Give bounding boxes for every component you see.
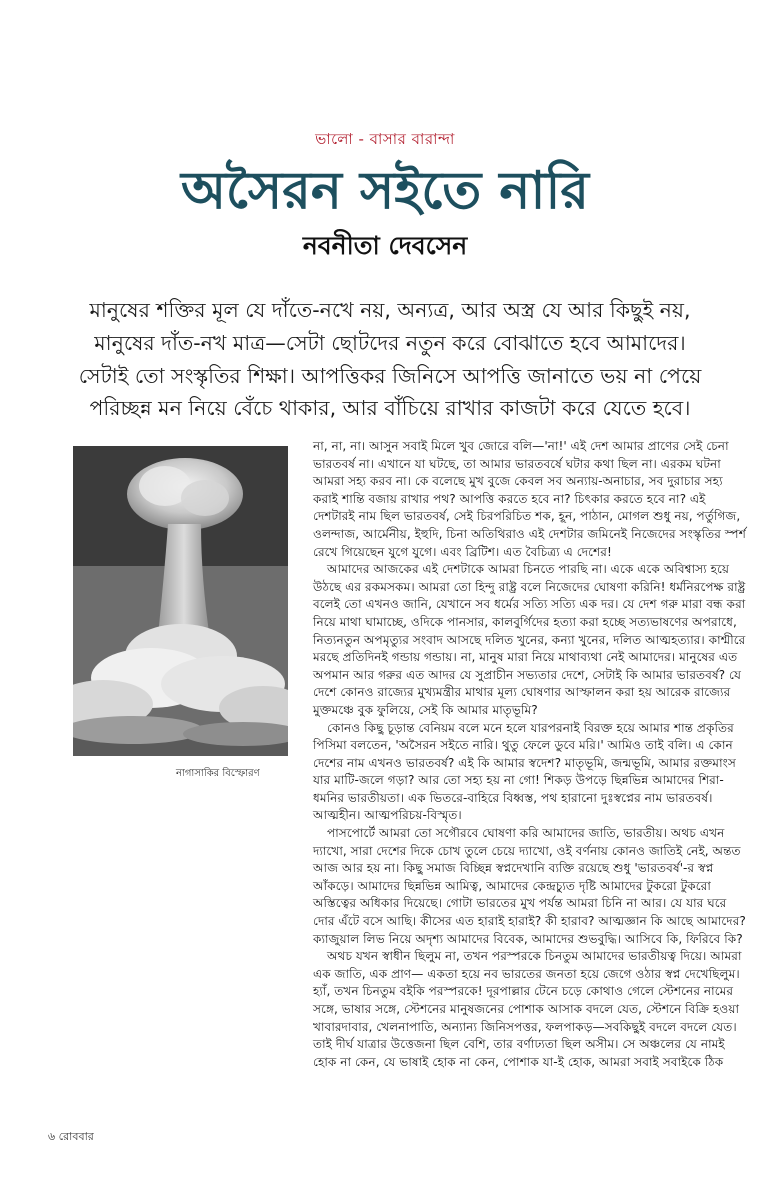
body-paragraph: কোনও কিছু চূড়ান্ত বেনিয়ম বলে মনে হলে যারপরনাই বিরক্ত হয়ে আমার শান্ত প্রকৃতির পিসিমা বলতেন, 'অসৈরন সইতে নারি। থুতু ফেলে ডুবে মরি।' আমিও তাই বলি। এ কোন দেশের নাম এখনও ভারতবর্ষ? এই কি আমার স্বদেশ? মাতৃভূমি, জন্মভূমি, আমার রক্তমাংস যার মাটি-জলে গড়া? আর তো সহ্য হয় না গো! শিকড় উপড়ে ছিন্নভিন্ন আমাদের শিরা-ধমনির ভারতীয়তা। এক ভিতরে-বাহিরে বিধ্বস্ত, পথ হারানো দুঃস্বপ্নের নাম ভারতবর্ষ। আত্মহীন। আত্মপরিচয়-বিস্মৃত।	[313, 720, 736, 823]
body-paragraph: আমাদের আজকের এই দেশটাকে আমরা চিনতে পারছি না। একে একে অবিশ্বাস্য হয়ে উঠছে এর রকমসকম। আমরা তো হিন্দু রাষ্ট্র বলে নিজেদের ঘোষণা করিনি! ধর্মনিরপেক্ষ রাষ্ট্র বলেই তো এখনও জানি, যেখানে সব ধর্মের সত্যি সত্যি এক দর। যে দেশ গরু মারা বন্ধ করা নিয়ে মাথা ঘামাচ্ছে, ওদিকে পানসার, কালবুর্গিদের হত্যা করা হচ্ছে সত্যভাষণের অপরাধে, নিত্যনতুন অপমৃত্যুর সংবাদ আসছে দলিত খুনের, কন্যা খুনের, দলিত আত্মহত্যার। কাশ্মীরে মরছে প্রতিদিনই গন্ডায় গন্ডায়। না, মানুষ মারা নিয়ে মাথাব্যথা নেই আমাদের। মানুষের এত অপমান আর গরুর এত আদর যে সুপ্রাচীন সভ্যতার দেশে, সেটাই কি আমার ভারতবর্ষ? যে দেশে কোনও রাজ্যের মুখ্যমন্ত্রীর মাথার মূল্য ঘোষণার আস্ফালন করা হয় আরেক রাজ্যের মুক্তমঞ্চে বুক ফুলিয়ে, সেই কি আমার মাতৃভূমি?	[313, 562, 746, 717]
lede-line: মানুষের শক্তির মূল যে দাঁতে-নখে নয়, অন্যত্র, আর অস্ত্র যে আর কিছুই নয়,	[89, 298, 691, 322]
page-folio: ৬ রোববার	[48, 1130, 94, 1143]
article-body	[313, 438, 747, 1071]
body-paragraph: পাসপোর্টে আমরা তো সগৌরবে ঘোষণা করি আমাদের জাতি, ভারতীয়। অথচ এখন দ্যাখো, সারা দেশের দিকে চোখ তুলে চেয়ে দ্যাখো, ওই বর্ণনায় কোনও জাতিই নেই, অন্তত আজ আর হয় না। কিছু সমাজ বিচ্ছিন্ন স্বপ্নদেখানি ব্যক্তি রয়েছে শুধু 'ভারতবর্ষ'-র স্বপ্ন আঁকড়ে। আমাদের ছিন্নভিন্ন আমিত্ব, আমাদের কেন্দ্রচ্যুত দৃষ্টি আমাদের টুকরো টুকরো অস্তিত্বের অধিকার দিয়েছে। গোটা ভারতের মুখ পর্যন্ত আমরা চিনি না আর। যে যার ঘরে দোর এঁটে বসে আছি। কীসের এত হারাই হারাই? কী হারাব? আত্মজ্ঞান কি আছে আমাদের? ক্যাজুয়াল লিভ নিয়ে অদৃশ্য আমাদের বিবেক, আমাদের শুভবুদ্ধি। আসিবে কি, ফিরিবে কি?	[313, 826, 746, 946]
body-paragraph: না, না, না। আসুন সবাই মিলে খুব জোরে বলি—'না!' এই দেশ আমার প্রাণের সেই চেনা ভারতবর্ষ না। এখানে যা ঘটছে, তা আমার ভারতবর্ষে ঘটার কথা ছিল না। এরকম ঘটনা আমরা সহ্য করব না। কে বলেছে মুখ বুজে কেবল সব অন্যায়-অনাচার, সব দুরাচার সহ্য করাই শান্তি বজায় রাখার পথ? আপত্তি করতে হবে না? চিৎকার করতে হবে না? এই দেশটারই নাম ছিল ভারতবর্ষ, সেই চিরপরিচিত শক, হূন, পাঠান, মোগল শুধু নয়, পর্তুগিজ, ওলন্দাজ, আর্মেনীয়, ইহুদি, চিনা অতিথিরাও এই দেশটার জমিনেই নিজেদের সংস্কৃতির স্পর্শ রেখে গিয়েছেন যুগে যুগে। এবং ব্রিটিশ। এত বৈচিত্র্য এ দেশের!	[313, 439, 746, 559]
article-title: অসৈরন সইতে নারি	[181, 160, 589, 221]
author-byline: নবনীতা দেবসেন	[302, 231, 468, 260]
body-paragraph: অথচ যখন স্বাধীন ছিলুম না, তখন পরস্পরকে চিনতুম আমাদের ভারতীয়ত্ব দিয়ে। আমরা এক জাতি, এক প্রাণ— একতা হয়ে নব ভারতের জনতা হয়ে জেগে ওঠার স্বপ্ন দেখেছিলুম। হ্যাঁ, তখন চিনতুম বইকি পরস্পরকে! দূরপাল্লার টেনে চড়ে কোথাও গেলে স্টেশনের নামের সঙ্গে, ভাষার সঙ্গে, স্টেশনের মানুষজনের পোশাক আসাক বদলে যেত, স্টেশনে বিক্রি হওয়া খাবারদাবার, খেলনাপাতি, অন্যান্য জিনিসপত্তর, ফলপাকড়—সবকিছুই বদলে বদলে যেত। তাই দীর্ঘ যাত্রার উত্তেজনা ছিল বেশি, তার বর্ণাঢ্যতা ছিল অসীম। সে অঞ্চলের যে নামই হোক না কেন, যে ভাষাই হোক না কেন, পোশাক যা-ই হোক, আমরা সবাই সবাইকে ঠিক	[313, 949, 742, 1069]
section-label: ভালো - বাসার বারান্দা	[315, 130, 455, 148]
lede-block	[48, 294, 732, 425]
lede-line: সেটাই তো সংস্কৃতির শিক্ষা। আপত্তিকর জিনিসে আপত্তি জানাতে ভয় না পেয়ে	[78, 363, 702, 388]
lede-line: মানুষের দাঁত-নখ মাত্র—সেটা ছোটদের নতুন করে বোঝাতে হবে আমাদের।	[94, 330, 686, 355]
lede-line: পরিচ্ছন্ন মন নিয়ে বেঁচে থাকার, আর বাঁচিয়ে রাখার কাজটা করে যেতে হবে।	[89, 396, 691, 421]
mushroom-cloud-photo	[73, 446, 288, 756]
photo-caption: নাগাসাকির বিস্ফোরণ	[176, 768, 260, 779]
mushroom-cloud-image	[73, 446, 288, 756]
